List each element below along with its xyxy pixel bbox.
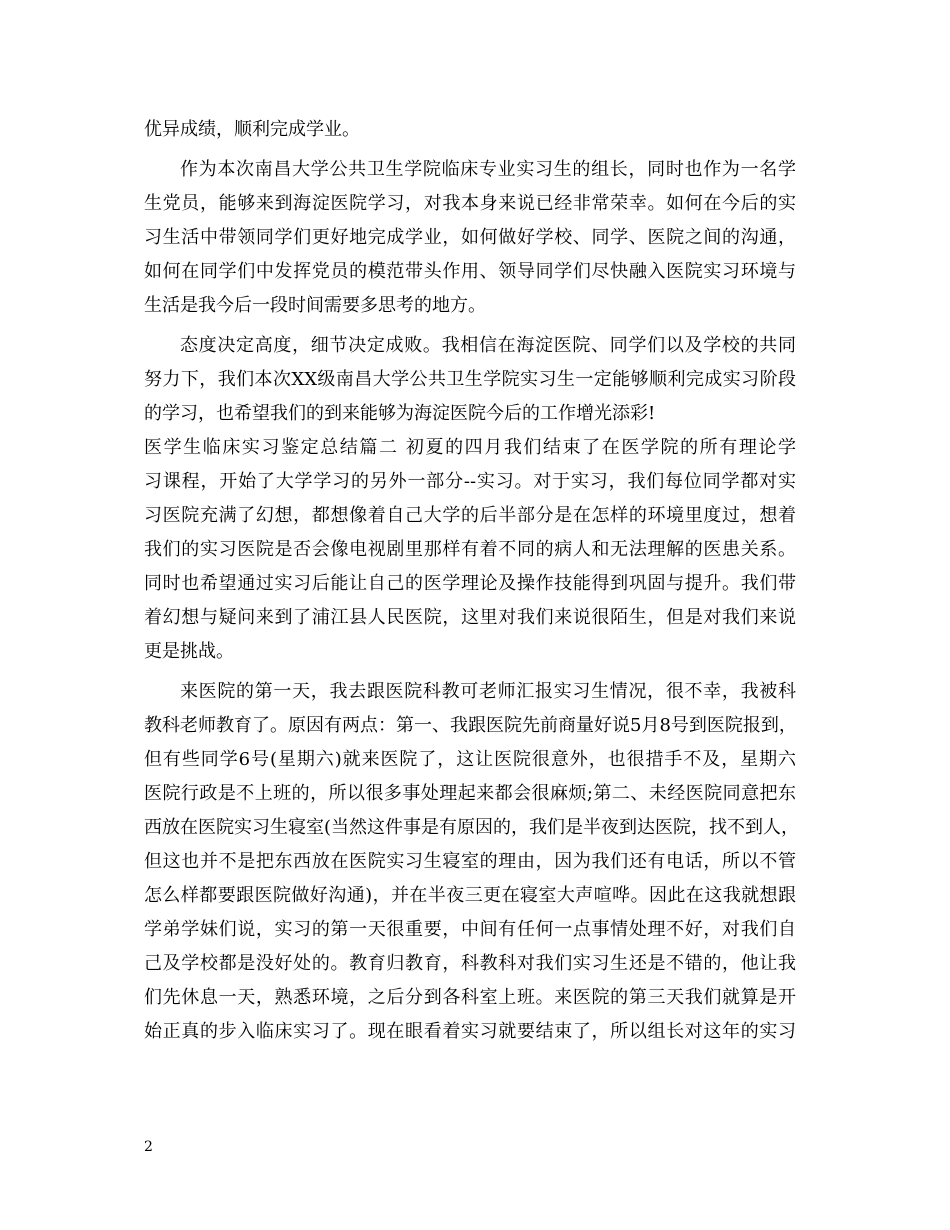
text-line: 学弟学妹们说，实习的第一天很重要，中间有任何一点事情处理不好，对我们自 bbox=[144, 919, 796, 940]
text-line: 怎么样都要跟医院做好沟通)，并在半夜三更在寝室大声喧哗。因此在这我就想跟 bbox=[144, 885, 796, 906]
text-line: 生活是我今后一段时间需要多思考的地方。 bbox=[144, 295, 486, 316]
text-line: 们先休息一天，熟悉环境，之后分到各科室上班。来医院的第三天我们就算是开 bbox=[144, 987, 796, 1008]
text-line: 医院行政是不上班的，所以很多事处理起来都会很麻烦;第二、未经医院同意把东 bbox=[144, 783, 796, 804]
text-line: 西放在医院实习生寝室(当然这件事是有原因的，我们是半夜到达医院，找不到人， bbox=[144, 817, 800, 838]
text-line: 作为本次南昌大学公共卫生学院临床专业实习生的组长，同时也作为一名学 bbox=[180, 159, 796, 180]
text-line: 更是挑战。 bbox=[144, 641, 234, 662]
text-line: 努力下，我们本次XX级南昌大学公共卫生学院实习生一定能够顺利完成实习阶段 bbox=[144, 369, 796, 390]
text-line: 但有些同学6号(星期六)就来医院了，这让医院很意外，也很措手不及，星期六 bbox=[144, 749, 796, 770]
text-line: 的学习，也希望我们的到来能够为海淀医院今后的工作增光添彩! bbox=[144, 403, 656, 424]
text-line: 习医院充满了幻想，都想像着自己大学的后半部分是在怎样的环境里度过，想着 bbox=[144, 505, 796, 526]
text-line: 但这也并不是把东西放在医院实习生寝室的理由，因为我们还有电话，所以不管 bbox=[144, 851, 796, 872]
text-line: 着幻想与疑问来到了浦江县人民医院，这里对我们来说很陌生，但是对我们来说 bbox=[144, 607, 796, 628]
text-line: 优异成绩，顺利完成学业。 bbox=[144, 119, 360, 140]
text-line: 习课程，开始了大学学习的另外一部分--实习。对于实习，我们每位同学都对实 bbox=[144, 471, 796, 492]
text-line: 己及学校都是没好处的。教育归教育，科教科对我们实习生还是不错的，他让我 bbox=[144, 953, 796, 974]
text-line: 生党员，能够来到海淀医院学习，对我本身来说已经非常荣幸。如何在今后的实 bbox=[144, 193, 796, 214]
text-line: 始正真的步入临床实习了。现在眼看着实习就要结束了，所以组长对这年的实习 bbox=[144, 1021, 796, 1042]
text-line: 同时也希望通过实习后能让自己的医学理论及操作技能得到巩固与提升。我们带 bbox=[144, 573, 796, 594]
text-line: 态度决定高度，细节决定成败。我相信在海淀医院、同学们以及学校的共同 bbox=[180, 335, 796, 356]
text-line: 来医院的第一天，我去跟医院科教可老师汇报实习生情况，很不幸，我被科 bbox=[180, 681, 796, 702]
text-line: 我们的实习医院是否会像电视剧里那样有着不同的病人和无法理解的医患关系。 bbox=[144, 539, 796, 560]
text-line: 教科老师教育了。原因有两点：第一、我跟医院先前商量好说5月8号到医院报到， bbox=[144, 715, 797, 736]
text-line: 习生活中带领同学们更好地完成学业，如何做好学校、同学、医院之间的沟通， bbox=[144, 227, 796, 248]
section-heading-line: 医学生临床实习鉴定总结篇二 初夏的四月我们结束了在医学院的所有理论学 bbox=[144, 437, 796, 458]
page-number: 2 bbox=[144, 1139, 153, 1155]
text-line: 如何在同学们中发挥党员的模范带头作用、领导同学们尽快融入医院实习环境与 bbox=[144, 261, 796, 282]
